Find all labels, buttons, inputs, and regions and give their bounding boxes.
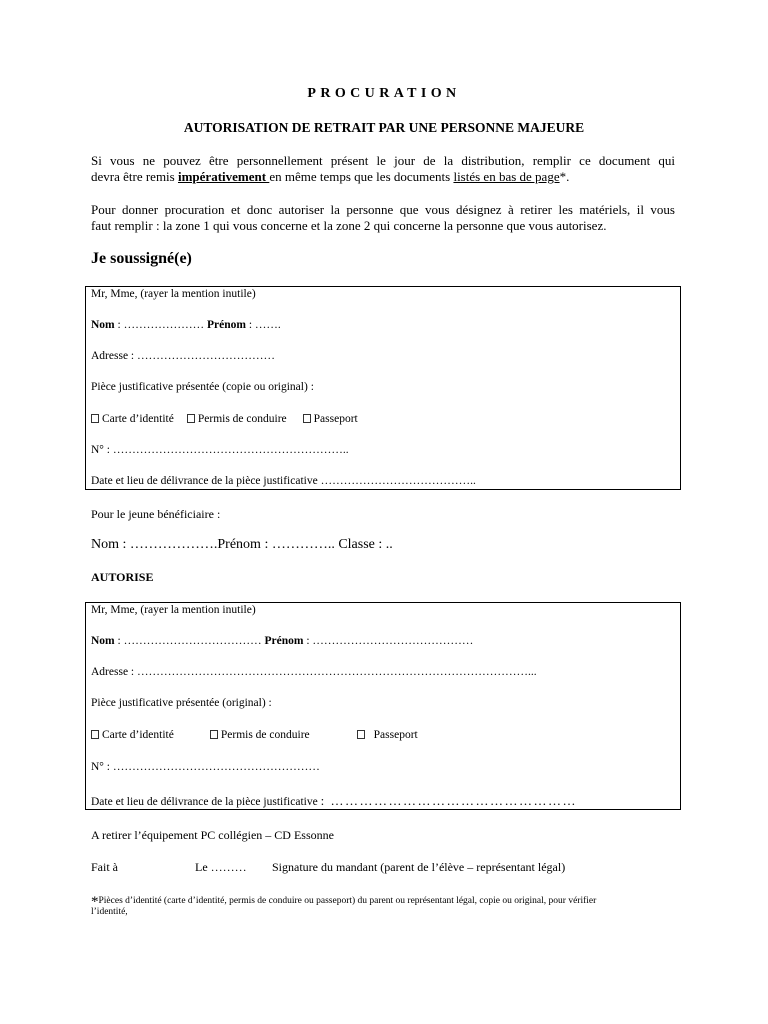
zone2-date-lieu-row[interactable] xyxy=(91,793,577,809)
section-heading-autorise: AUTORISE xyxy=(91,570,154,584)
signature-label: Signature du mandant (parent de l’élève – représentant légal) xyxy=(272,860,566,874)
instructions-paragraph xyxy=(91,202,675,234)
zone2-checkbox-id[interactable] xyxy=(91,730,99,739)
zone1-numero-field[interactable]: N° : …………………………………………………….. xyxy=(91,444,349,456)
zone2-box xyxy=(85,602,681,810)
document-title: PROCURATION xyxy=(307,86,461,101)
footnote xyxy=(91,890,596,911)
zone2-civility: Mr, Mme, (rayer la mention inutile) xyxy=(91,604,256,616)
zone1-civility: Mr, Mme, (rayer la mention inutile) xyxy=(91,288,256,300)
intro-text-a: devra être remis xyxy=(91,169,178,184)
document-subtitle: AUTORISATION DE RETRAIT PAR UNE PERSONNE MAJEURE xyxy=(183,120,585,135)
zone1-piece-label: Pièce justificative présentée (copie ou original) : xyxy=(91,381,314,393)
intro-text-e: *. xyxy=(559,169,570,184)
intro-emphasis: impérativement xyxy=(177,169,270,184)
footnote-line-2: l’identité, xyxy=(91,907,128,917)
zone2-option-permis: Permis de conduire xyxy=(220,729,310,741)
intro-paragraph xyxy=(91,153,675,185)
zone1-checkbox-id[interactable] xyxy=(91,414,99,423)
zone2-name-row[interactable] xyxy=(91,635,473,647)
zone1-nom-label: Nom xyxy=(91,319,115,331)
fait-a-field[interactable]: Fait à xyxy=(91,860,118,874)
zone1-option-id: Carte d’identité xyxy=(102,413,174,425)
zone2-adresse-field[interactable]: Adresse : …………………………………………………………………………………………... xyxy=(91,666,537,678)
zone2-piece-options xyxy=(91,729,418,741)
zone2-option-passeport: Passeport xyxy=(373,729,418,741)
zone1-prenom-field[interactable]: : ……. xyxy=(245,319,281,331)
footnote-star: * xyxy=(91,894,99,910)
zone2-nom-label: Nom xyxy=(91,635,115,647)
zone2-nom-field[interactable]: : ……………………………… xyxy=(114,635,265,647)
zone1-checkbox-permis[interactable] xyxy=(187,414,195,423)
zone2-date-lieu-field[interactable]: : …………………………………………… xyxy=(320,793,577,808)
zone1-piece-options xyxy=(91,413,358,425)
zone2-checkbox-passeport[interactable] xyxy=(357,730,365,739)
zone1-checkbox-passeport[interactable] xyxy=(303,414,311,423)
zone1-prenom-label: Prénom xyxy=(206,319,246,331)
instructions-line-1: Pour donner procuration et donc autoriser la personne que vous désignez à retirer les matériels, il vous xyxy=(91,202,675,217)
zone2-piece-label: Pièce justificative présentée (original) : xyxy=(91,697,272,709)
zone1-adresse-field[interactable]: Adresse : ……………………………… xyxy=(91,350,275,362)
instructions-line-2: faut remplir : la zone 1 qui vous concerne et la zone 2 qui concerne la personne que vous autorisez. xyxy=(91,218,607,233)
zone1-name-row[interactable] xyxy=(91,319,281,331)
beneficiaire-field-row[interactable]: Nom : ……………….Prénom : ………….. Classe : .. xyxy=(91,537,393,552)
zone1-date-lieu-field[interactable]: Date et lieu de délivrance de la pièce justificative ………………………………….. xyxy=(91,475,476,487)
zone2-date-lieu-label: Date et lieu de délivrance de la pièce justificative xyxy=(91,796,321,808)
zone1-option-passeport: Passeport xyxy=(313,413,358,425)
zone2-option-id: Carte d’identité xyxy=(102,729,174,741)
date-field[interactable]: Le ……… xyxy=(195,860,247,874)
zone2-numero-field[interactable]: N° : ……………………………………………… xyxy=(91,761,320,773)
retrait-statement: A retirer l’équipement PC collégien – CD Essonne xyxy=(91,828,334,842)
zone2-prenom-label: Prénom xyxy=(264,635,304,647)
footnote-line-1: Pièces d’identité (carte d’identité, permis de conduire ou passeport) du parent ou représentant légal, copie ou original, pour vérifier xyxy=(98,896,597,906)
zone2-checkbox-permis[interactable] xyxy=(210,730,218,739)
intro-line-1: Si vous ne pouvez être personnellement présent le jour de la distribution, remplir ce document qui xyxy=(91,153,675,168)
beneficiaire-label: Pour le jeune bénéficiaire : xyxy=(91,507,221,521)
zone2-prenom-field[interactable]: : …………………………………… xyxy=(303,635,474,647)
zone1-nom-field[interactable]: : ………………… xyxy=(114,319,207,331)
section-heading-soussigne: Je soussigné(e) xyxy=(91,250,192,267)
intro-text-c: en même temps que les documents xyxy=(269,169,454,184)
zone1-box xyxy=(85,286,681,490)
zone1-option-permis: Permis de conduire xyxy=(197,413,287,425)
intro-listed-link: listés en bas de page xyxy=(453,169,560,184)
intro-line-2 xyxy=(91,169,675,185)
